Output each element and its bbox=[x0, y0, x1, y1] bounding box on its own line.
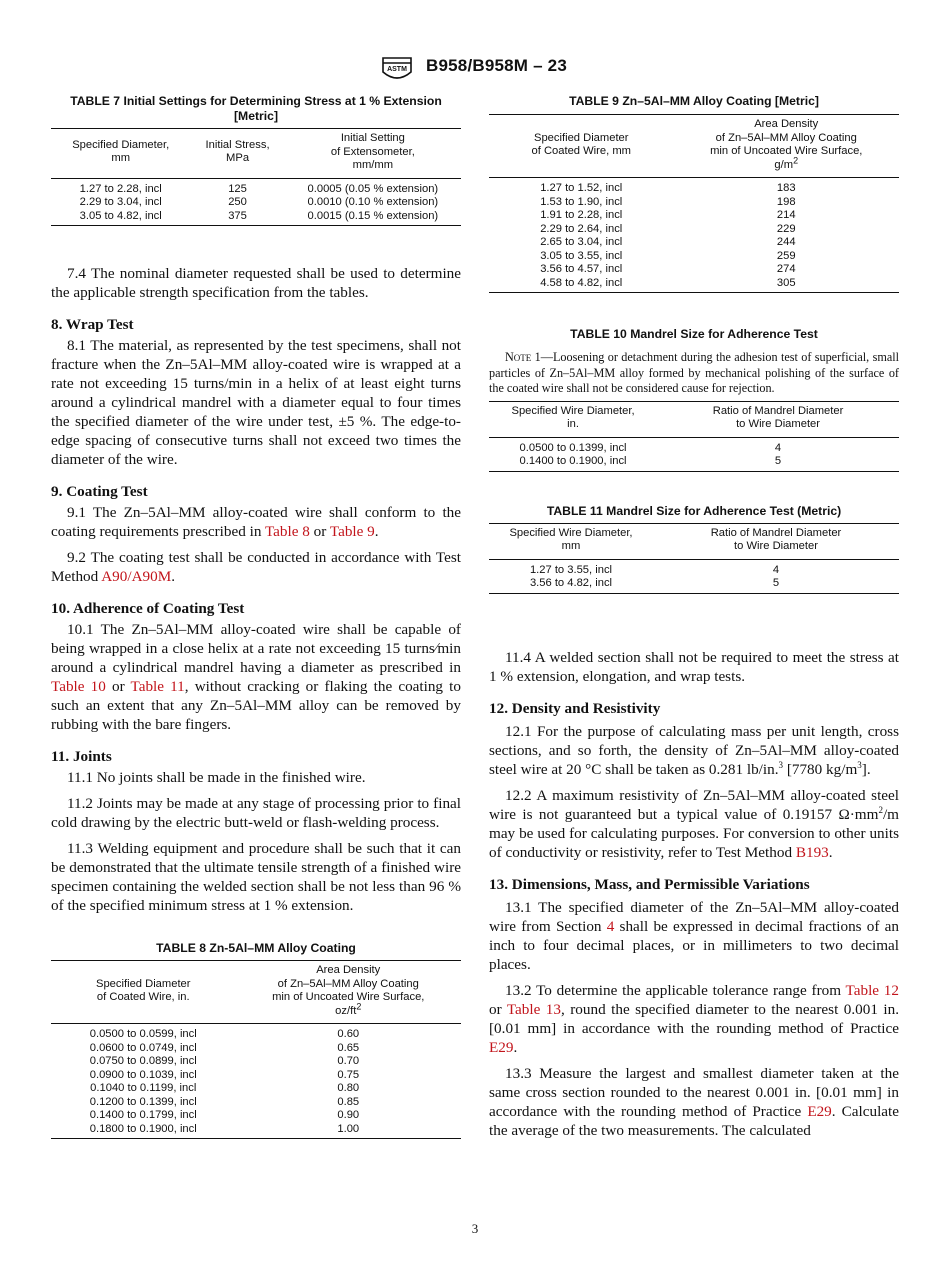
table10-header-ratio: Ratio of Mandrel Diameter to Wire Diameter bbox=[712, 404, 844, 431]
table-cell: 0.65 bbox=[337, 1041, 360, 1054]
table-cell: 0.0500 to 0.0599, incl bbox=[89, 1028, 197, 1040]
paragraph-11-4: 11.4 A welded section shall not be required to meet the stress at 1 % extension, elongation, and wrap tests. bbox=[489, 648, 899, 685]
table-cell: 0.60 bbox=[337, 1028, 360, 1040]
link-table-10[interactable]: Table 10 bbox=[51, 678, 106, 695]
link-table-9[interactable]: Table 9 bbox=[329, 523, 375, 540]
table-cell: 0.0600 to 0.0749, incl bbox=[89, 1041, 197, 1054]
table-cell: 0.75 bbox=[337, 1068, 360, 1081]
table-row bbox=[489, 559, 899, 577]
paragraph-12-1: 12.1 For the purpose of calculating mass per unit length, cross sections, and so forth, the density of Zn–5Al–MM alloy-coated steel wire at 20 °C shall be taken as 0.281 lb/in.$^3$ [7780 $kg/m^3$]. bbox=[489, 722, 899, 778]
link-section-4[interactable]: 4 bbox=[606, 917, 615, 935]
link-table-11[interactable]: Table 11 bbox=[130, 678, 185, 695]
table-cell: 3.05 to 3.55, incl bbox=[540, 249, 623, 262]
table-cell: 305 bbox=[776, 276, 796, 289]
link-table-13[interactable]: Table 13 bbox=[506, 1000, 561, 1018]
table10-note: Note 1—Loosening or detachment during the adhesion test of superficial, small particles of Zn–5Al–MM alloy formed by mechanical polishing of the surface of the coated wire shall not be considered cause for rejection. bbox=[489, 350, 899, 396]
table-row bbox=[51, 178, 461, 196]
section-heading-11: 11. Joints bbox=[51, 748, 112, 765]
table7-caption: TABLE 7 Initial Settings for Determining Stress at 1 % Extension [Metric] bbox=[70, 94, 442, 123]
page-header bbox=[0, 50, 950, 84]
table-cell: 2.65 to 3.04, incl bbox=[540, 236, 623, 248]
table-cell: 0.1800 to 0.1900, incl bbox=[89, 1122, 197, 1135]
table10-caption: TABLE 10 Mandrel Size for Adherence Test bbox=[570, 327, 818, 341]
section-heading-8: 8. Wrap Test bbox=[51, 316, 134, 333]
paragraph-8-1: 8.1 The material, as represented by the test specimens, shall not fracture when the Zn–5Al–MM alloy-coated wire is wrapped at a rate not exceeding 15 turns/min in a helix of at least eight turns around a cylindrical mandrel with a diameter equal to four times the specified diameter of the wire under test, ±5 %. The edge-to-edge spacing of consecutive turns shall not exceed two times the diameter of the wire. bbox=[51, 337, 461, 468]
table-cell: 3.56 to 4.82, incl bbox=[529, 577, 613, 590]
link-table-8[interactable]: Table 8 bbox=[264, 523, 310, 540]
table7-header-setting: Initial Setting of Extensometer, mm/mm bbox=[330, 132, 415, 171]
table-cell: 0.70 bbox=[337, 1055, 360, 1067]
paragraph-11-1: 11.1 No joints shall be made in the finished wire. bbox=[67, 769, 366, 786]
table9-header-density: Area Density of Zn–5Al–MM Alloy Coating min of Uncoated Wire Surface, $g/m^2$ bbox=[710, 118, 863, 171]
table-cell: 5 bbox=[772, 577, 780, 590]
table-row bbox=[489, 236, 899, 250]
table7-header-diameter: Specified Diameter, mm bbox=[72, 138, 170, 165]
table-row bbox=[51, 196, 461, 210]
table-cell: 125 bbox=[228, 182, 247, 195]
section-heading-13: 13. Dimensions, Mass, and Permissible Variations bbox=[489, 875, 810, 893]
paragraph-13-3: 13.3 Measure the largest and smallest diameter taken at the same cross section rounded to the nearest 0.001 in. [0.01 mm] in accordance with the rounding method of Practice E29. Calculate the average of the two measurements. The calculated bbox=[489, 1064, 899, 1139]
table-row bbox=[51, 1069, 461, 1083]
table8 bbox=[51, 960, 461, 1139]
table-cell: 2.29 to 2.64, incl bbox=[540, 222, 623, 235]
table-cell: 0.0010 (0.10 % extension) bbox=[307, 196, 439, 208]
link-e29[interactable]: E29 bbox=[489, 1038, 514, 1056]
section-heading-9: 9. Coating Test bbox=[51, 483, 148, 500]
table-cell: 0.1400 to 0.1799, incl bbox=[89, 1109, 197, 1121]
table-cell: 1.91 to 2.28, incl bbox=[540, 209, 623, 221]
table-cell: 259 bbox=[776, 249, 796, 262]
table-row bbox=[51, 1082, 461, 1096]
table-row bbox=[51, 1109, 461, 1123]
table-row bbox=[489, 577, 899, 593]
table-cell: 0.1040 to 0.1199, incl bbox=[90, 1082, 197, 1094]
table-cell: 0.90 bbox=[337, 1109, 360, 1121]
table-cell: 2.29 to 3.04, incl bbox=[79, 196, 162, 208]
table-cell: 229 bbox=[776, 222, 796, 235]
table-cell: 1.53 to 1.90, incl bbox=[540, 195, 623, 208]
table9 bbox=[489, 114, 899, 293]
table9-header-diameter: Specified Diameter of Coated Wire, mm bbox=[531, 131, 631, 157]
table-row bbox=[489, 209, 899, 223]
table-row bbox=[51, 210, 461, 226]
paragraph-13-1: 13.1 The specified diameter of the Zn–5Al–MM alloy-coated wire from Section 4 shall be expressed in decimal fractions of an inch to four decimal places, or in millimeters to two decimal places. bbox=[489, 898, 899, 973]
table-cell: 0.85 bbox=[337, 1095, 360, 1108]
table10 bbox=[489, 401, 899, 472]
table-cell: 1.27 to 3.55, incl bbox=[529, 563, 613, 576]
table-row bbox=[51, 1123, 461, 1139]
table9-caption: TABLE 9 Zn–5Al–MM Alloy Coating [Metric] bbox=[569, 94, 819, 108]
table11-caption: TABLE 11 Mandrel Size for Adherence Test (Metric) bbox=[546, 503, 842, 518]
link-b193[interactable]: B193 bbox=[795, 843, 829, 861]
table-row bbox=[51, 1042, 461, 1056]
link-a90[interactable]: A90/A90M bbox=[101, 568, 172, 585]
table-cell: 0.0005 (0.05 % extension) bbox=[307, 182, 439, 195]
table-row bbox=[51, 1055, 461, 1069]
table-cell: 250 bbox=[228, 196, 247, 208]
astm-logo-icon bbox=[380, 50, 414, 82]
table10-header-diameter: Specified Wire Diameter, in. bbox=[511, 404, 635, 431]
table-row bbox=[51, 1024, 461, 1042]
table8-caption: TABLE 8 Zn-5Al–MM Alloy Coating bbox=[156, 941, 356, 955]
table-cell: 1.27 to 2.28, incl bbox=[79, 182, 162, 195]
table-cell: 0.1200 to 0.1399, incl bbox=[89, 1095, 197, 1108]
document-designation: B958/B958M – 23 bbox=[426, 56, 567, 75]
table-cell: 3.56 to 4.57, incl bbox=[540, 263, 623, 275]
table-cell: 3.05 to 4.82, incl bbox=[79, 209, 162, 222]
logo-text: ASTM bbox=[387, 66, 407, 73]
paragraph-9-1: 9.1 The Zn–5Al–MM alloy-coated wire shall conform to the coating requirements prescribed in Table 8 or Table 9. bbox=[51, 504, 461, 540]
page-number: 3 bbox=[471, 1221, 479, 1236]
table-row bbox=[489, 437, 899, 455]
table-cell: 0.0015 (0.15 % extension) bbox=[307, 209, 439, 222]
table-cell: 0.0500 to 0.1399, incl bbox=[519, 441, 627, 454]
table-cell: 4 bbox=[772, 563, 780, 576]
table-cell: 375 bbox=[228, 209, 247, 222]
table-cell: 0.0750 to 0.0899, incl bbox=[89, 1055, 197, 1067]
link-table-12[interactable]: Table 12 bbox=[845, 981, 899, 999]
table11 bbox=[489, 523, 899, 594]
table7 bbox=[51, 128, 461, 226]
table-row bbox=[489, 263, 899, 277]
section-heading-10: 10. Adherence of Coating Test bbox=[51, 600, 245, 617]
paragraph-11-3: 11.3 Welding equipment and procedure shall be such that it can be demonstrated that the ultimate tensile strength of a finished wire specimen containing the welded section shall be not less than 96 % of the specified minimum stress at 1 % extension. bbox=[51, 840, 461, 914]
paragraph-9-2: 9.2 The coating test shall be conducted in accordance with Test Method A90/A90M. bbox=[51, 549, 461, 585]
table-row bbox=[489, 178, 899, 196]
paragraph-10-1: 10.1 The Zn–5Al–MM alloy-coated wire shall be capable of being wrapped in a close helix at a rate not exceeding 15 turns∕min around a cylindrical mandrel having a diameter as prescribed in Table 10 or Table 11, without cracking or flaking the coating to such an extent that any Zn–5Al–MM alloy can be removed by rubbing with the bare fingers. bbox=[51, 621, 461, 733]
table7-header-stress: Initial Stress, MPa bbox=[205, 138, 270, 165]
table-cell: 0.80 bbox=[337, 1082, 360, 1094]
table-row bbox=[489, 223, 899, 237]
table-row bbox=[489, 277, 899, 293]
table-cell: 214 bbox=[776, 209, 796, 221]
link-e29[interactable]: E29 bbox=[807, 1102, 832, 1120]
table-cell: 183 bbox=[776, 182, 796, 194]
table-cell: 5 bbox=[774, 455, 782, 468]
table-cell: 0.1400 to 0.1900, incl bbox=[519, 455, 627, 468]
table-cell: 1.27 to 1.52, incl bbox=[540, 182, 623, 194]
table-row bbox=[489, 196, 899, 210]
table11-header-diameter: Specified Wire Diameter, mm bbox=[509, 526, 633, 553]
left-column bbox=[51, 94, 461, 1139]
table-row bbox=[489, 455, 899, 471]
paragraph-13-2: 13.2 To determine the applicable tolerance range from Table 12 or Table 13, round the specified diameter to the nearest 0.001 in. [0.01 mm] in accordance with the rounding method of Practice E29. bbox=[489, 981, 899, 1056]
table-cell: 198 bbox=[776, 195, 796, 208]
table-cell: 4 bbox=[774, 441, 782, 454]
table-row bbox=[489, 250, 899, 264]
table8-header-density: Area Density of Zn–5Al–MM Alloy Coating min of Uncoated Wire Surface, $oz/ft^2$ bbox=[272, 964, 425, 1017]
table-row bbox=[51, 1096, 461, 1110]
table-cell: 0.0900 to 0.1039, incl bbox=[89, 1068, 197, 1081]
right-column bbox=[489, 94, 899, 1140]
table8-header-diameter: Specified Diameter of Coated Wire, in. bbox=[95, 977, 191, 1003]
table-cell: 244 bbox=[776, 236, 796, 248]
table-cell: 274 bbox=[776, 263, 796, 275]
paragraph-12-2: 12.2 A maximum resistivity of Zn–5Al–MM alloy-coated steel wire is not guaranteed but a typical value of 0.19157 $\Omega\cdot mm^2/m$ may be used for calculating purposes. For conversion to other units of conductivity or resistivity, refer to Test Method B193. bbox=[489, 786, 899, 861]
paragraph-7-4: 7.4 The nominal diameter requested shall be used to determine the applicable strength specification from the tables. bbox=[51, 265, 461, 301]
table11-header-ratio: Ratio of Mandrel Diameter to Wire Diameter bbox=[710, 526, 842, 553]
table-cell: 4.58 to 4.82, incl bbox=[540, 276, 623, 289]
table-cell: 1.00 bbox=[337, 1122, 360, 1135]
section-heading-12: 12. Density and Resistivity bbox=[489, 699, 661, 717]
paragraph-11-2: 11.2 Joints may be made at any stage of processing prior to final cold drawing by the electric butt-weld or flash-welding process. bbox=[51, 795, 461, 831]
